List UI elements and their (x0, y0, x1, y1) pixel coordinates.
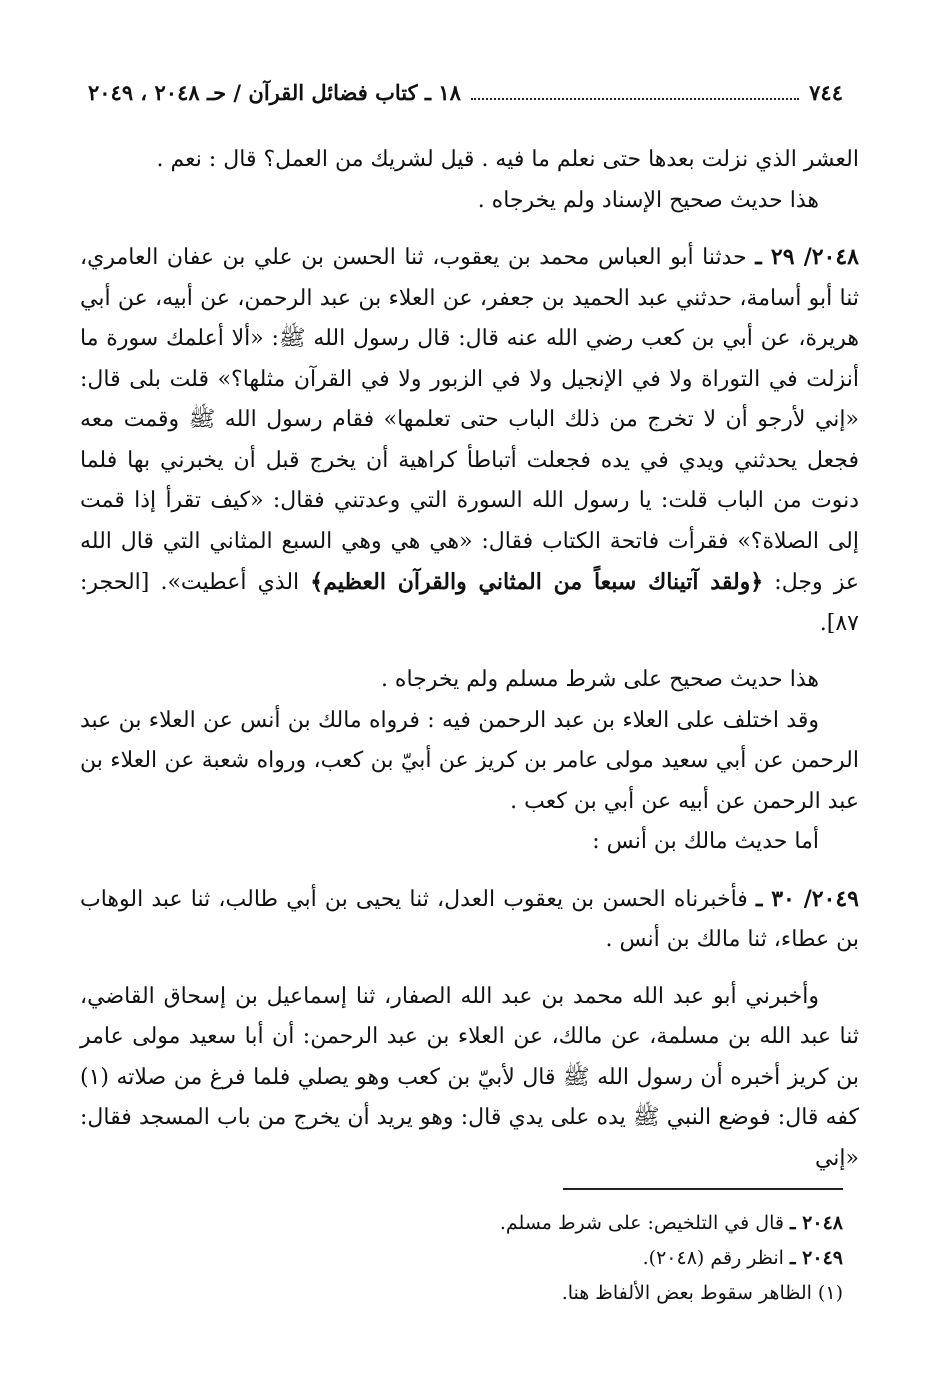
footnotes (88, 1206, 843, 1311)
footnote-1: (١) الظاهر سقوط بعض الألفاظ هنا. (561, 1282, 843, 1304)
hadith-number-2049: ٢٠٤٩/ ٣٠ ـ (755, 885, 859, 912)
footnote-2049 (88, 1241, 843, 1276)
footnote-2048-text: قال في التلخيص: على شرط مسلم. (499, 1212, 790, 1234)
page-body (80, 140, 859, 1179)
hadith-2049 (80, 879, 859, 961)
page-header (88, 72, 843, 112)
footnote-separator (563, 1188, 843, 1190)
paragraph-continuation: العشر الذي نزلت بعدها حتى نعلم ما فيه . قيل لشريك من العمل؟ قال : نعم . (156, 147, 859, 172)
footnote-2048-number: ٢٠٤٨ ـ (789, 1212, 843, 1234)
running-title: ١٨ ـ كتاب فضائل القرآن / حـ ٢٠٤٨ ، ٢٠٤٩ (88, 79, 461, 105)
isnad-discussion: وقد اختلف على العلاء بن عبد الرحمن فيه : فرواه مالك بن أنس عن العلاء بن عبد الرحمن عن أبي سعيد مولى عامر بن كريز عن أبيّ بن كعب، ورواه شعبة عن العلاء بن عبد الرحمن عن أبيه عن أبي بن كعب . (80, 707, 859, 814)
hadith-2048-text: حدثنا أبو العباس محمد بن يعقوب، ثنا الحسن بن علي بن عفان العامري، ثنا أبو أسامة، حدثني عبد الحميد بن جعفر، عن العلاء بن عبد الرحمن، عن أبيه، عن أبي هريرة، عن أبي بن كعب رضي الله عنه قال: قال رسول الله ﷺ: «ألا أعلمك سورة ما أنزلت في التوراة ولا في الإنجيل ولا في الزبور ولا في القرآن مثلها؟» قلت بلى قال: «إني لأرجو أن لا تخرج من ذلك الباب حتى تعلمها» فقام رسول الله ﷺ وقمت معه فجعل يحدثني ويدي في يده فجعلت أتباطأ كراهية أن يخرج قبل أن يخبرني بها فلما دنوت من الباب قلت: يا رسول الله السورة التي وعدتني فقال: «كيف تقرأ إذا قمت إلى الصلاة؟» فقرأت فاتحة الكتاب فقال: «هي هي وهي السبع المثاني التي قال الله عز وجل: (80, 245, 859, 595)
footnote-2049-text: انظر رقم (٢٠٤٨). (642, 1247, 790, 1269)
hadith-2049-text: فأخبرناه الحسن بن يعقوب العدل، ثنا يحيى بن أبي طالب، ثنا عبد الوهاب بن عطاء، ثنا مالك بن أنس . (80, 886, 859, 952)
footnote-2049-number: ٢٠٤٩ ـ (789, 1247, 843, 1269)
page-number: ٧٤٤ (809, 79, 843, 105)
malik-intro: أما حديث مالك بن أنس : (592, 829, 819, 854)
footnote-2048 (88, 1206, 843, 1241)
hadith-2049-chain: وأخبرني أبو عبد الله محمد بن عبد الله الصفار، ثنا إسماعيل بن إسحاق القاضي، ثنا عبد الله بن مسلمة، عن مالك، عن العلاء بن عبد الرحمن: أن أبا سعيد مولى عامر بن كريز أخبره أن رسول الله ﷺ قال لأبيّ بن كعب وهو يصلي فلما فرغ من صلاته (١) كفه قال: فوضع النبي ﷺ يده على يدي قال: وهو يريد أن يخرج من باب المسجد فقال: «إني (80, 983, 859, 1171)
header-dotted-leader (471, 84, 799, 100)
hadith-2048-end: الذي أعطيت». [الحجر: ٨٧]. (80, 570, 859, 636)
grading-note: هذا حديث صحيح الإسناد ولم يخرجاه . (477, 187, 819, 213)
hadith-2048 (80, 237, 859, 644)
quran-verse: ﴿ولقد آتيناك سبعاً من المثاني والقرآن العظيم﴾ (310, 569, 764, 595)
hadith-number-2048: ٢٠٤٨/ ٢٩ ـ (755, 244, 859, 270)
grading-note-2: هذا حديث صحيح على شرط مسلم ولم يخرجاه . (380, 667, 819, 692)
